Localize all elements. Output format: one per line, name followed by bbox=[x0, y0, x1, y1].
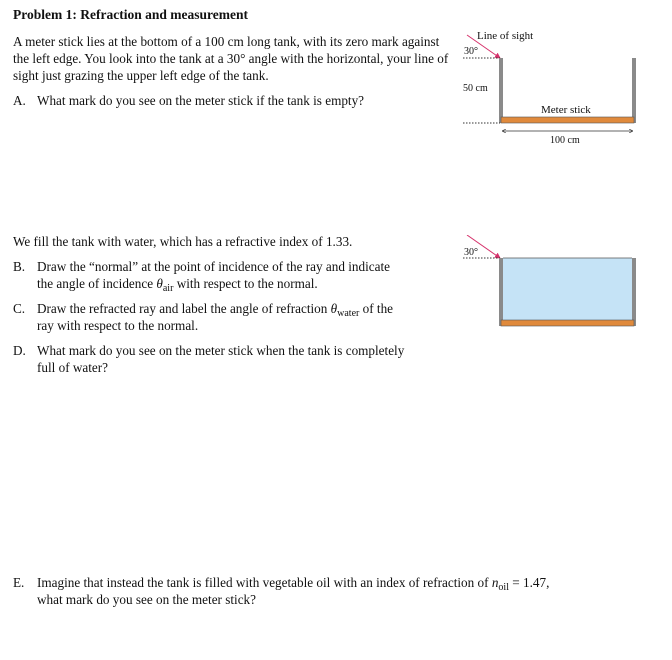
question-a-text: What mark do you see on the meter stick if the tank is empty? bbox=[37, 93, 365, 108]
n-symbol: n bbox=[491, 575, 499, 590]
water bbox=[503, 258, 632, 320]
water-intro: We fill the tank with water, which has a refractive index of 1.33. bbox=[13, 234, 353, 249]
question-d-line1: What mark do you see on the meter stick when the tank is completely bbox=[37, 343, 405, 358]
meter-stick bbox=[501, 320, 634, 326]
problem-intro: A meter stick lies at the bottom of a 100 cm long tank, with its zero mark against the left edge. You look into the tank at a 30° angle with the horizontal, your line of sight just grazing the upper left edge of the tank. bbox=[13, 34, 449, 83]
question-e bbox=[13, 574, 663, 608]
question-d-label: D. bbox=[13, 343, 26, 358]
question-c-line1: Draw the refracted ray and label the angle of refraction $\theta_{water}$ of the bbox=[37, 301, 394, 319]
theta-subscript: air bbox=[162, 283, 174, 294]
question-e-line1: Imagine that instead the tank is filled with vegetable oil with an index of refraction of $n_{oil} = 1.47$, bbox=[37, 575, 550, 593]
height-label: 50 cm bbox=[463, 83, 488, 94]
tank-right-wall bbox=[632, 258, 636, 326]
tank-left-wall bbox=[499, 58, 503, 123]
question-b bbox=[13, 258, 453, 292]
question-b-line2: the angle of incidence $\theta_{air}$ with respect to the normal. bbox=[37, 276, 318, 294]
question-c bbox=[13, 300, 453, 334]
question-e-line2: what mark do you see on the meter stick? bbox=[37, 592, 256, 607]
question-c-line2: ray with respect to the normal. bbox=[37, 318, 199, 333]
tank-right-wall bbox=[632, 58, 636, 123]
angle-label: 30° bbox=[464, 46, 478, 57]
meter-stick bbox=[501, 117, 634, 123]
question-d-line2: full of water? bbox=[37, 360, 109, 375]
question-c-label: C. bbox=[13, 301, 26, 316]
theta-subscript: water bbox=[337, 308, 360, 319]
problem-title: Problem 1: Refraction and measurement bbox=[13, 7, 248, 22]
n-subscript: oil bbox=[498, 582, 509, 593]
question-d bbox=[13, 342, 453, 376]
length-label: 100 cm bbox=[550, 135, 580, 146]
tank-left-wall bbox=[499, 258, 503, 326]
question-b-label: B. bbox=[13, 259, 26, 274]
meter-stick-label: Meter stick bbox=[541, 104, 591, 116]
question-e-label: E. bbox=[13, 575, 25, 590]
theta-symbol: θ bbox=[156, 276, 163, 291]
water-tank-diagram bbox=[455, 235, 655, 335]
angle-label: 30° bbox=[464, 247, 478, 258]
empty-tank-diagram bbox=[455, 25, 655, 150]
theta-symbol: θ bbox=[330, 301, 338, 316]
line-of-sight-label: Line of sight bbox=[477, 30, 534, 42]
question-a-label: A. bbox=[13, 93, 26, 108]
question-b-line1: Draw the “normal” at the point of incidence of the ray and indicate bbox=[37, 259, 390, 274]
